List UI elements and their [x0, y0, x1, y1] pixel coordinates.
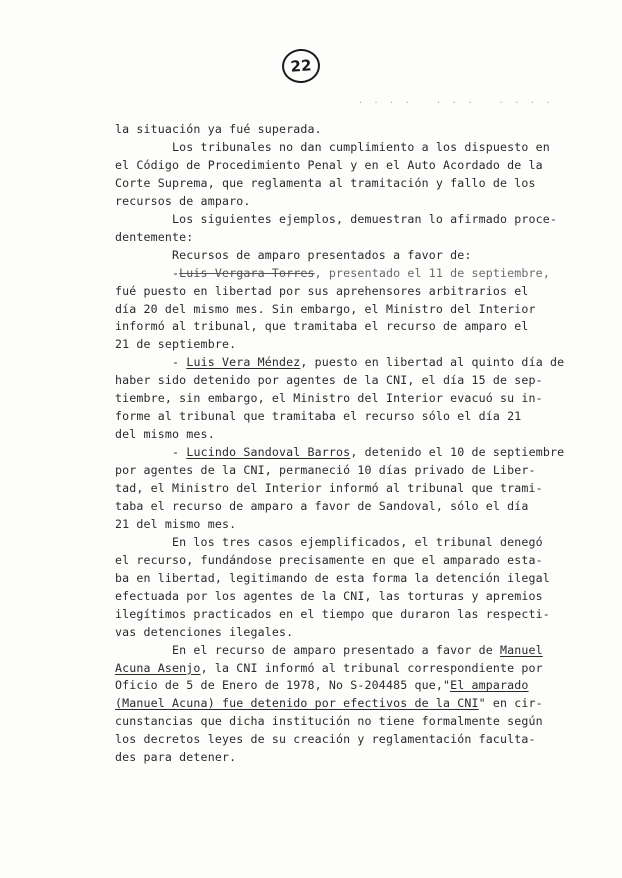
text-span: -: [115, 445, 187, 460]
text-span: Oficio de 5 de Enero de 1978, No S-204485 que,": [115, 678, 451, 693]
underlined-name: Manuel: [500, 642, 543, 657]
text-span: el Código de Procedimiento Penal y en el Auto Acordado de la: [115, 157, 543, 172]
text-line: [115, 606, 550, 622]
text-span: día 20 del mismo mes. Sin embargo, el Ministro del Interior: [115, 301, 536, 316]
text-span: recursos de amparo.: [115, 193, 251, 208]
text-line: [115, 749, 236, 765]
text-span: , detenido el 10 de septiembre: [350, 445, 565, 460]
text-line: [115, 318, 529, 334]
text-span: ilegítimos practicados en el tiempo que duraron las respecti-: [115, 606, 550, 621]
text-line: [115, 229, 193, 245]
text-line: [115, 390, 543, 406]
text-span: Los siguientes ejemplos, demuestran lo afirmado proce-: [115, 211, 558, 226]
text-span: En el recurso de amparo presentado a favor de: [115, 642, 501, 657]
text-line: [115, 516, 236, 532]
text-line: [115, 139, 550, 155]
text-line: [115, 301, 536, 317]
text-line: [115, 534, 543, 550]
text-line: [115, 731, 536, 747]
underlined-name: Luis Vera Méndez: [186, 355, 301, 370]
text-span: , presentado el 11 de septiembre,: [314, 265, 550, 280]
text-line: [115, 354, 564, 370]
text-span: forme al tribunal que tramitaba el recurso sólo el día 21: [115, 409, 522, 424]
text-span: ba en libertad, legitimando de esta forma la detención ilegal: [115, 570, 550, 585]
text-span: informó al tribunal, que tramitaba el recurso de amparo el: [115, 319, 529, 334]
text-span: En los tres casos ejemplificados, el tribunal denegó: [115, 534, 543, 549]
header-dots: . . . . . . . . . . .: [358, 96, 554, 105]
text-span: Los tribunales no dan cumplimiento a los dispuesto en: [115, 139, 550, 154]
text-span: , puesto en libertad al quinto día de: [300, 355, 565, 370]
text-span: 21 del mismo mes.: [115, 516, 237, 531]
text-line: [115, 121, 322, 137]
text-span: dentemente:: [115, 229, 194, 244]
text-line: [115, 426, 215, 442]
text-span: -: [115, 265, 180, 280]
text-span: taba el recurso de amparo a favor de Sandoval, sólo el día: [115, 498, 529, 513]
text-span: vas detenciones ilegales.: [115, 624, 294, 639]
underlined-name: Lucindo Sandoval Barros: [186, 445, 351, 460]
text-line: [115, 642, 543, 658]
text-line: [115, 175, 536, 191]
text-span: des para detener.: [115, 750, 237, 765]
text-span: los decretos leyes de su creación y reglamentación faculta-: [115, 732, 536, 747]
text-span: el recurso, fundándose precisamente en que el amparado esta-: [115, 552, 543, 567]
text-span: cunstancias que dicha institución no tiene formalmente según: [115, 714, 543, 729]
text-span: efectuada por los agentes de la CNI, las torturas y apremios: [115, 588, 543, 603]
text-line: [115, 660, 543, 676]
text-line: [115, 624, 293, 640]
page-number-circle: 22: [281, 48, 321, 85]
text-line: [115, 498, 529, 514]
text-span: , la CNI informó al tribunal correspondiente por: [200, 660, 543, 675]
text-span: " en cir-: [478, 696, 543, 711]
text-line: [115, 157, 543, 173]
text-line: [115, 462, 536, 478]
text-line: [115, 336, 236, 352]
text-line: [115, 372, 543, 388]
text-line: [115, 211, 557, 227]
text-line: [115, 677, 529, 693]
text-line: [115, 480, 543, 496]
text-line: [115, 444, 564, 460]
text-span: Recursos de amparo presentados a favor de:: [115, 247, 472, 262]
text-span: -: [115, 355, 187, 370]
text-span: por agentes de la CNI, permaneció 10 días privado de Liber-: [115, 463, 536, 478]
text-span: haber sido detenido por agentes de la CNI, el día 15 de sep-: [115, 373, 543, 388]
text-span: la situación ya fué superada.: [115, 122, 322, 136]
text-line: [115, 552, 543, 568]
underlined-name: El amparado: [450, 678, 529, 693]
struck-name: Luis Vergara Torres: [179, 265, 315, 280]
text-span: Corte Suprema, que reglamenta al tramitación y fallo de los: [115, 175, 536, 190]
text-line: [115, 247, 472, 263]
text-line: [115, 570, 550, 586]
text-line: [115, 265, 550, 281]
text-line: [115, 713, 543, 729]
text-span: tiembre, sin embargo, el Ministro del Interior evacuó su in-: [115, 391, 543, 406]
text-line: [115, 695, 543, 711]
text-line: [115, 283, 529, 299]
text-line: [115, 588, 543, 604]
text-span: del mismo mes.: [115, 427, 215, 442]
text-span: tad, el Ministro del Interior informó al tribunal que trami-: [115, 481, 543, 495]
underlined-name: (Manuel Acuna) fue detenido por efectivos de la CNI: [115, 696, 479, 711]
text-span: 21 de septiembre.: [115, 337, 237, 352]
text-line: [115, 408, 521, 424]
text-span: fué puesto en libertad por sus aprehensores arbitrarios el: [115, 283, 529, 298]
text-line: [115, 193, 250, 209]
underlined-name: Acuna Asenjo: [115, 660, 201, 675]
